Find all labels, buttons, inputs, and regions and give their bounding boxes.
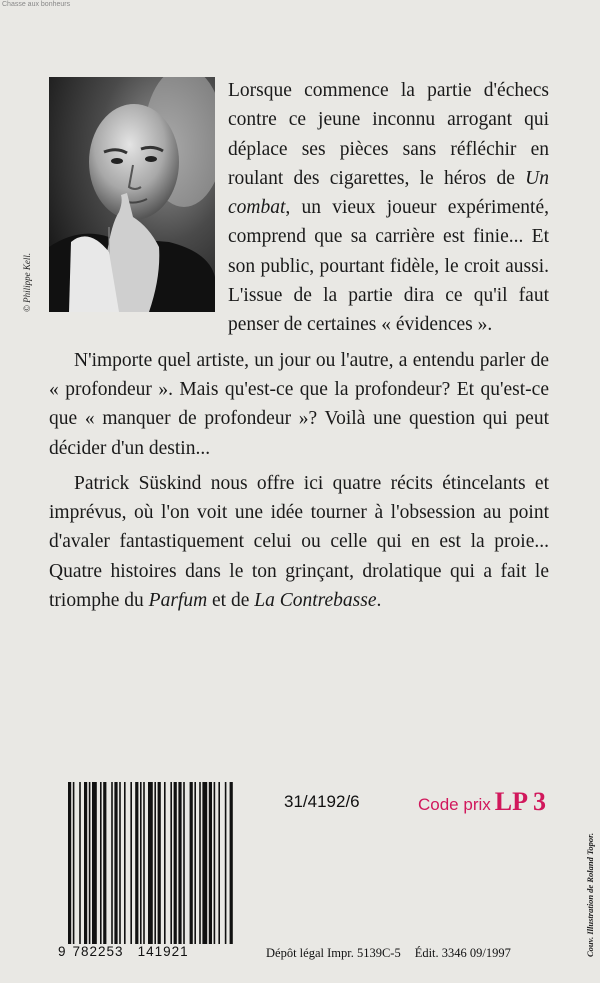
barcode-bar [178, 782, 181, 944]
back-cover-blurb [49, 76, 549, 615]
cover-illustration-credit: Couv. Illustration de Roland Topor. [585, 832, 595, 957]
price-code [418, 787, 546, 817]
barcode-bar [154, 782, 156, 944]
price-code-label: Code prix [418, 795, 491, 814]
barcode-bar [111, 782, 113, 944]
barcode-bar [119, 782, 121, 944]
barcode-bar [158, 782, 161, 944]
barcode-bar [214, 782, 216, 944]
barcode-bar [170, 782, 172, 944]
barcode-bar [103, 782, 106, 944]
barcode-bar [68, 782, 71, 944]
barcode-bar [114, 782, 117, 944]
barcode-bar [140, 782, 142, 944]
barcode-bar [92, 782, 97, 944]
barcode-bar [164, 782, 166, 944]
photo-float-spacer [49, 76, 228, 338]
blurb-paragraph-1: Lorsque commence la partie d'échecs contre ce jeune inconnu arrogant qui déplace ses pièces sans réfléchir en roulant des cigarettes, le héros de Un combat, un vieux joueur expérimenté, comprend que sa carrière est finie... Et son public, pourtant fidèle, le croit aussi. L'issue de la partie dira ce qu'il faut penser de certaines « évidences ». [228, 80, 549, 336]
barcode-bar [230, 782, 233, 944]
watermark-text: Chasse aux bonheurs [2, 1, 71, 8]
barcode-bar [124, 782, 126, 944]
barcode-bar [174, 782, 177, 944]
barcode-bar [84, 782, 87, 944]
title-un-combat: Un combat [228, 167, 549, 219]
barcode-group-2: 141921 [137, 944, 189, 959]
barcode-bar [194, 782, 196, 944]
price-code-value: LP 3 [494, 787, 547, 816]
blurb-paragraph-2: N'importe quel artiste, un jour ou l'autre, a entendu parler de « profondeur ». Mais qu'est-ce que la profondeur? Et qu'est-ce que « manquer de profondeur »? Voilà une question qui peut décider d'un destin... [49, 349, 549, 459]
edition-number: Édit. 3346 09/1997 [414, 946, 511, 960]
title-parfum: Parfum [148, 590, 208, 612]
barcode-bar [135, 782, 138, 944]
barcode-bar [130, 782, 132, 944]
barcode-bar [202, 782, 207, 944]
barcode-bar [218, 782, 220, 944]
barcode-digits [58, 944, 236, 959]
barcode-bar [89, 782, 91, 944]
photo-credit: © Philippe Kell. [22, 252, 32, 312]
barcode-bar [183, 782, 185, 944]
barcode-lead-digit: 9 [58, 944, 67, 959]
blurb-paragraph-3: Patrick Süskind nous offre ici quatre récits étincelants et imprévus, où l'on voit une idée tourner à l'obsession au point d'avaler fantastiquement celui ou celle qui en est la proie... Quatre histoires dans le ton grinçant, drolatique qui a fait le triomphe du Parfum et de La Contrebasse. [49, 472, 549, 612]
isbn-barcode [58, 782, 236, 959]
barcode-bar [100, 782, 102, 944]
barcode-bar [199, 782, 201, 944]
legal-deposit-text: Dépôt légal Impr. 5139C-5 [266, 946, 401, 960]
barcode-bars [68, 782, 236, 944]
legal-deposit [266, 946, 511, 961]
barcode-bar [79, 782, 81, 944]
barcode-bar [143, 782, 145, 944]
barcode-bar [209, 782, 212, 944]
barcode-bar [73, 782, 75, 944]
title-la-contrebasse: La Contrebasse [254, 590, 377, 612]
collection-number: 31/4192/6 [284, 792, 360, 811]
barcode-bar [190, 782, 193, 944]
barcode-group-1: 782253 [72, 944, 124, 959]
barcode-bar [225, 782, 227, 944]
barcode-bar [148, 782, 153, 944]
